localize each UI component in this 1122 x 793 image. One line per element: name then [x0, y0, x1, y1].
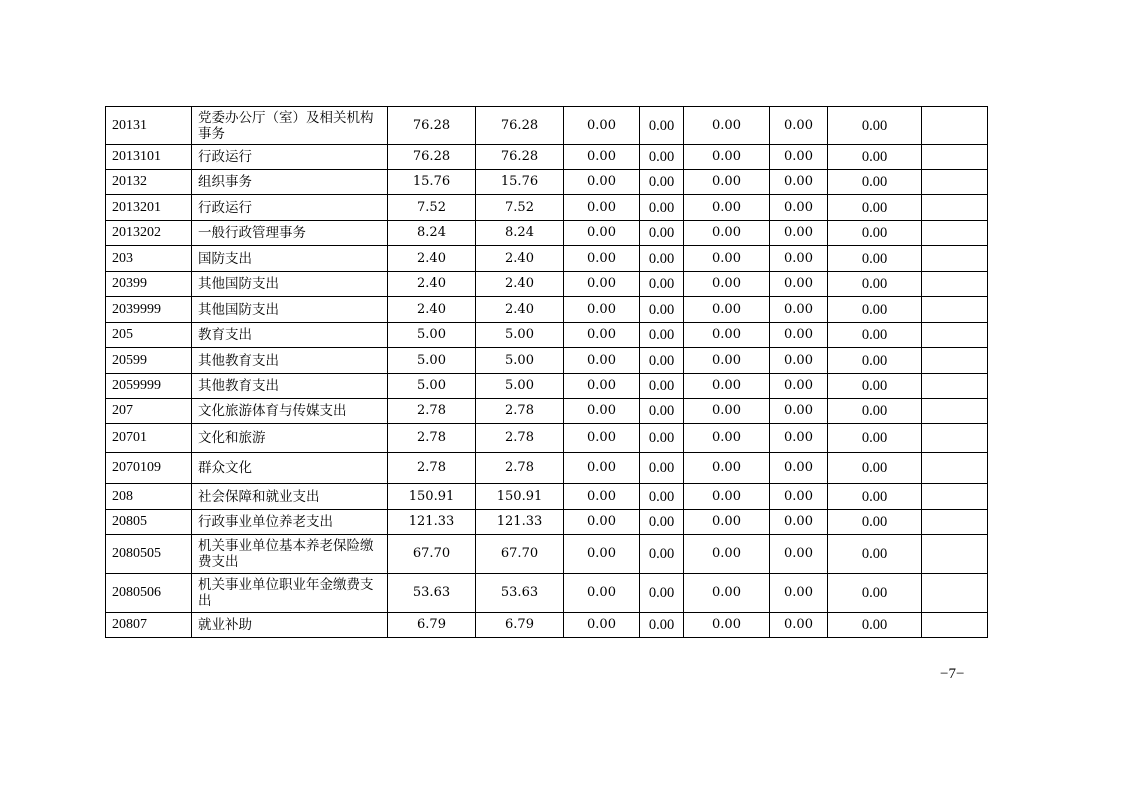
subject-code-cell: 20701: [106, 424, 192, 453]
amount-cell: 0.00: [684, 574, 770, 613]
amount-cell: [922, 424, 988, 453]
amount-cell: 5.00: [476, 374, 564, 399]
amount-cell: 0.00: [640, 510, 684, 535]
subject-code-cell: 205: [106, 323, 192, 348]
amount-cell: 0.00: [684, 272, 770, 297]
amount-cell: 0.00: [684, 348, 770, 374]
amount-cell: 8.24: [476, 221, 564, 246]
amount-cell: 0.00: [770, 145, 828, 170]
subject-name-cell: 国防支出: [192, 246, 388, 272]
table-row: [106, 453, 988, 484]
amount-cell: 0.00: [640, 297, 684, 323]
subject-name-cell: 社会保障和就业支出: [192, 484, 388, 510]
amount-cell: 76.28: [388, 107, 476, 145]
amount-cell: 0.00: [828, 323, 922, 348]
amount-cell: 0.00: [770, 246, 828, 272]
amount-cell: 0.00: [640, 613, 684, 638]
subject-name-cell: 机关事业单位基本养老保险缴费支出: [192, 535, 388, 574]
amount-cell: 0.00: [684, 323, 770, 348]
amount-cell: 0.00: [640, 374, 684, 399]
amount-cell: 5.00: [476, 348, 564, 374]
subject-code-cell: 20805: [106, 510, 192, 535]
table-row: [106, 613, 988, 638]
table-row: [106, 170, 988, 195]
amount-cell: 0.00: [640, 145, 684, 170]
amount-cell: 0.00: [640, 424, 684, 453]
amount-cell: 0.00: [564, 323, 640, 348]
amount-cell: 15.76: [388, 170, 476, 195]
amount-cell: [922, 107, 988, 145]
amount-cell: [922, 484, 988, 510]
amount-cell: 2.40: [476, 246, 564, 272]
amount-cell: 0.00: [564, 484, 640, 510]
amount-cell: [922, 323, 988, 348]
amount-cell: 2.78: [476, 453, 564, 484]
amount-cell: 0.00: [564, 297, 640, 323]
subject-code-cell: 2013202: [106, 221, 192, 246]
amount-cell: 0.00: [828, 195, 922, 221]
subject-code-cell: 2039999: [106, 297, 192, 323]
amount-cell: 0.00: [828, 145, 922, 170]
subject-code-cell: 203: [106, 246, 192, 272]
amount-cell: 0.00: [640, 348, 684, 374]
amount-cell: 0.00: [564, 246, 640, 272]
amount-cell: 0.00: [770, 424, 828, 453]
amount-cell: [922, 195, 988, 221]
subject-name-cell: 文化和旅游: [192, 424, 388, 453]
amount-cell: 0.00: [684, 246, 770, 272]
subject-name-cell: 文化旅游体育与传媒支出: [192, 399, 388, 424]
subject-code-cell: 208: [106, 484, 192, 510]
amount-cell: 0.00: [770, 107, 828, 145]
amount-cell: 67.70: [476, 535, 564, 574]
amount-cell: 76.28: [476, 107, 564, 145]
amount-cell: 0.00: [640, 107, 684, 145]
amount-cell: 2.78: [388, 424, 476, 453]
amount-cell: 0.00: [684, 374, 770, 399]
amount-cell: 2.40: [476, 297, 564, 323]
amount-cell: 0.00: [684, 221, 770, 246]
amount-cell: 2.40: [388, 272, 476, 297]
amount-cell: 0.00: [684, 453, 770, 484]
subject-code-cell: 20132: [106, 170, 192, 195]
amount-cell: 0.00: [828, 510, 922, 535]
amount-cell: 5.00: [388, 348, 476, 374]
subject-code-cell: 2080505: [106, 535, 192, 574]
amount-cell: 0.00: [828, 535, 922, 574]
amount-cell: 0.00: [564, 221, 640, 246]
amount-cell: 0.00: [770, 453, 828, 484]
subject-name-cell: 行政事业单位养老支出: [192, 510, 388, 535]
amount-cell: 0.00: [640, 221, 684, 246]
amount-cell: 0.00: [770, 613, 828, 638]
amount-cell: [922, 453, 988, 484]
amount-cell: 0.00: [564, 145, 640, 170]
amount-cell: [922, 374, 988, 399]
table-row: [106, 195, 988, 221]
subject-name-cell: 其他教育支出: [192, 348, 388, 374]
amount-cell: 150.91: [388, 484, 476, 510]
amount-cell: 121.33: [388, 510, 476, 535]
table-row: [106, 221, 988, 246]
subject-code-cell: 2013201: [106, 195, 192, 221]
amount-cell: 7.52: [476, 195, 564, 221]
amount-cell: 0.00: [564, 374, 640, 399]
budget-table: [105, 106, 988, 638]
amount-cell: [922, 297, 988, 323]
amount-cell: 0.00: [770, 399, 828, 424]
table-row: [106, 399, 988, 424]
table-row: [106, 374, 988, 399]
amount-cell: 0.00: [640, 323, 684, 348]
amount-cell: 0.00: [770, 195, 828, 221]
amount-cell: [922, 221, 988, 246]
amount-cell: 0.00: [828, 484, 922, 510]
subject-name-cell: 其他教育支出: [192, 374, 388, 399]
amount-cell: 0.00: [564, 510, 640, 535]
amount-cell: 0.00: [770, 170, 828, 195]
amount-cell: [922, 613, 988, 638]
table-row: [106, 272, 988, 297]
amount-cell: 0.00: [770, 323, 828, 348]
subject-code-cell: 2070109: [106, 453, 192, 484]
amount-cell: 0.00: [770, 484, 828, 510]
amount-cell: 0.00: [640, 246, 684, 272]
amount-cell: 0.00: [770, 348, 828, 374]
subject-name-cell: 行政运行: [192, 195, 388, 221]
amount-cell: 0.00: [640, 195, 684, 221]
table-row: [106, 484, 988, 510]
amount-cell: 7.52: [388, 195, 476, 221]
amount-cell: 76.28: [388, 145, 476, 170]
amount-cell: 2.78: [476, 424, 564, 453]
amount-cell: 0.00: [684, 170, 770, 195]
amount-cell: 0.00: [640, 272, 684, 297]
subject-code-cell: 2059999: [106, 374, 192, 399]
amount-cell: 5.00: [476, 323, 564, 348]
subject-code-cell: 207: [106, 399, 192, 424]
amount-cell: 76.28: [476, 145, 564, 170]
amount-cell: 0.00: [828, 399, 922, 424]
amount-cell: 0.00: [640, 574, 684, 613]
amount-cell: 0.00: [640, 484, 684, 510]
amount-cell: 0.00: [564, 613, 640, 638]
subject-code-cell: 20599: [106, 348, 192, 374]
amount-cell: 6.79: [476, 613, 564, 638]
subject-name-cell: 党委办公厅（室）及相关机构事务: [192, 107, 388, 145]
amount-cell: [922, 399, 988, 424]
amount-cell: 0.00: [684, 484, 770, 510]
amount-cell: 5.00: [388, 374, 476, 399]
amount-cell: 0.00: [828, 374, 922, 399]
amount-cell: 0.00: [684, 399, 770, 424]
amount-cell: 0.00: [640, 535, 684, 574]
table-row: [106, 107, 988, 145]
amount-cell: 0.00: [828, 297, 922, 323]
amount-cell: 0.00: [564, 399, 640, 424]
amount-cell: 0.00: [684, 613, 770, 638]
amount-cell: 0.00: [564, 535, 640, 574]
subject-name-cell: 一般行政管理事务: [192, 221, 388, 246]
amount-cell: [922, 145, 988, 170]
amount-cell: 0.00: [828, 348, 922, 374]
amount-cell: 0.00: [640, 399, 684, 424]
table-row: [106, 323, 988, 348]
table-row: [106, 246, 988, 272]
subject-name-cell: 组织事务: [192, 170, 388, 195]
amount-cell: 0.00: [828, 424, 922, 453]
amount-cell: 0.00: [564, 453, 640, 484]
amount-cell: 0.00: [828, 221, 922, 246]
subject-name-cell: 就业补助: [192, 613, 388, 638]
table-row: [106, 424, 988, 453]
amount-cell: [922, 348, 988, 374]
amount-cell: 121.33: [476, 510, 564, 535]
amount-cell: 2.40: [388, 297, 476, 323]
amount-cell: 0.00: [770, 510, 828, 535]
amount-cell: 0.00: [828, 246, 922, 272]
amount-cell: 0.00: [770, 374, 828, 399]
amount-cell: [922, 170, 988, 195]
amount-cell: 0.00: [564, 107, 640, 145]
amount-cell: 0.00: [564, 170, 640, 195]
subject-code-cell: 20807: [106, 613, 192, 638]
amount-cell: 5.00: [388, 323, 476, 348]
subject-name-cell: 教育支出: [192, 323, 388, 348]
subject-code-cell: 2080506: [106, 574, 192, 613]
table-row: [106, 297, 988, 323]
amount-cell: 0.00: [564, 195, 640, 221]
amount-cell: 0.00: [684, 510, 770, 535]
table-body: [106, 107, 988, 638]
amount-cell: 6.79: [388, 613, 476, 638]
amount-cell: 0.00: [828, 272, 922, 297]
amount-cell: 150.91: [476, 484, 564, 510]
amount-cell: 0.00: [770, 535, 828, 574]
amount-cell: 2.40: [388, 246, 476, 272]
amount-cell: 53.63: [476, 574, 564, 613]
amount-cell: 15.76: [476, 170, 564, 195]
amount-cell: 0.00: [828, 613, 922, 638]
subject-code-cell: 20399: [106, 272, 192, 297]
subject-name-cell: 机关事业单位职业年金缴费支出: [192, 574, 388, 613]
subject-name-cell: 行政运行: [192, 145, 388, 170]
table-row: [106, 535, 988, 574]
amount-cell: 2.78: [388, 453, 476, 484]
amount-cell: [922, 272, 988, 297]
amount-cell: 0.00: [684, 297, 770, 323]
amount-cell: 0.00: [564, 272, 640, 297]
subject-name-cell: 群众文化: [192, 453, 388, 484]
table-row: [106, 145, 988, 170]
amount-cell: 53.63: [388, 574, 476, 613]
amount-cell: 67.70: [388, 535, 476, 574]
amount-cell: 0.00: [828, 453, 922, 484]
amount-cell: 0.00: [684, 195, 770, 221]
amount-cell: 0.00: [828, 574, 922, 613]
subject-code-cell: 20131: [106, 107, 192, 145]
amount-cell: 2.78: [388, 399, 476, 424]
amount-cell: 0.00: [770, 221, 828, 246]
subject-name-cell: 其他国防支出: [192, 297, 388, 323]
amount-cell: 0.00: [564, 424, 640, 453]
amount-cell: 0.00: [640, 453, 684, 484]
table-row: [106, 510, 988, 535]
amount-cell: 0.00: [770, 272, 828, 297]
table-row: [106, 574, 988, 613]
amount-cell: 0.00: [828, 170, 922, 195]
amount-cell: 0.00: [684, 145, 770, 170]
amount-cell: [922, 246, 988, 272]
amount-cell: 2.78: [476, 399, 564, 424]
amount-cell: 0.00: [684, 107, 770, 145]
amount-cell: 0.00: [684, 535, 770, 574]
amount-cell: 2.40: [476, 272, 564, 297]
amount-cell: 8.24: [388, 221, 476, 246]
amount-cell: 0.00: [640, 170, 684, 195]
subject-name-cell: 其他国防支出: [192, 272, 388, 297]
amount-cell: 0.00: [770, 297, 828, 323]
amount-cell: 0.00: [770, 574, 828, 613]
subject-code-cell: 2013101: [106, 145, 192, 170]
amount-cell: [922, 510, 988, 535]
amount-cell: 0.00: [564, 348, 640, 374]
amount-cell: 0.00: [828, 107, 922, 145]
amount-cell: [922, 535, 988, 574]
table-row: [106, 348, 988, 374]
amount-cell: 0.00: [564, 574, 640, 613]
amount-cell: [922, 574, 988, 613]
amount-cell: 0.00: [684, 424, 770, 453]
page-number: −7−: [940, 666, 965, 682]
